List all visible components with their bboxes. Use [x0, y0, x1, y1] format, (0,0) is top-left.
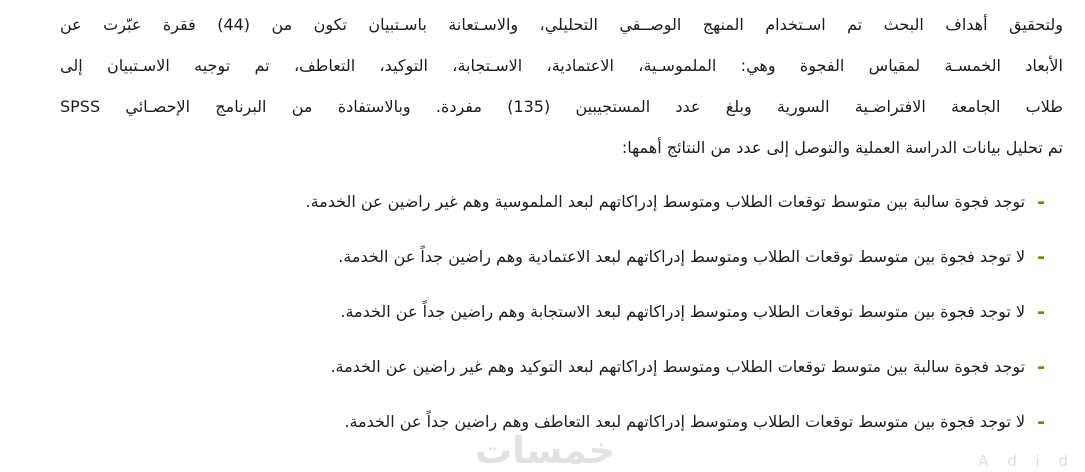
finding-text: توجد فجوة سالبة بين متوسط توقعات الطلاب ومتوسط إدراكاتهم لبعد الملموسية وهم غير راضين عن الخدمة.	[305, 192, 1026, 211]
findings-list	[60, 190, 1063, 434]
watermark-khamsat: خمسات	[475, 429, 616, 472]
finding-item-reliability	[60, 245, 1045, 269]
finding-item-tangibility	[60, 190, 1045, 214]
finding-item-empathy	[60, 410, 1045, 434]
bullet-dash-icon: -	[1037, 246, 1045, 268]
paragraph-line-3: طلاب الجامعة الافتراضـية السورية وبلغ عدد المستجيبين (135) مفردة. وبالاستفادة من البرنامج الإحصـائي SPSS	[60, 97, 1063, 116]
finding-text: لا توجد فجوة بين متوسط توقعات الطلاب ومتوسط إدراكاتهم لبعد الاستجابة وهم راضين جداً عن الخدمة.	[340, 302, 1026, 321]
bullet-dash-icon: -	[1037, 301, 1045, 323]
bullet-dash-icon: -	[1037, 191, 1045, 213]
abstract-paragraph	[60, 4, 1063, 168]
paragraph-line-4: تم تحليل بيانات الدراسة العملية والتوصل إلى عدد من النتائج أهمها:	[621, 138, 1063, 157]
finding-item-responsiveness	[60, 300, 1045, 324]
clipped-text-fragment: A d i d	[978, 452, 1075, 470]
finding-text: لا توجد فجوة بين متوسط توقعات الطلاب ومتوسط إدراكاتهم لبعد التعاطف وهم راضين جداً عن الخدمة.	[344, 412, 1026, 431]
finding-text: توجد فجوة سالبة بين متوسط توقعات الطلاب ومتوسط إدراكاتهم لبعد التوكيد وهم غير راضين عن الخدمة.	[330, 357, 1026, 376]
paragraph-line-2: الأبعاد الخمسـة لمقياس الفجوة وهي: الملموسـية، الاعتمادية، الاسـتجابة، التوكيد، التعاطف، تم توجيه الاسـتبيان إلى	[60, 56, 1063, 75]
finding-item-assurance	[60, 355, 1045, 379]
paragraph-line-1: ولتحقيق أهداف البحث تم اسـتخدام المنهج الوصــفي التحليلي، والاسـتعانة باسـتبيان تكون من (44) فقرة عبّرت عن	[60, 15, 1063, 34]
finding-text: لا توجد فجوة بين متوسط توقعات الطلاب ومتوسط إدراكاتهم لبعد الاعتمادية وهم راضين جداً عن الخدمة.	[338, 247, 1026, 266]
bullet-dash-icon: -	[1037, 356, 1045, 378]
bullet-dash-icon: -	[1037, 411, 1045, 433]
